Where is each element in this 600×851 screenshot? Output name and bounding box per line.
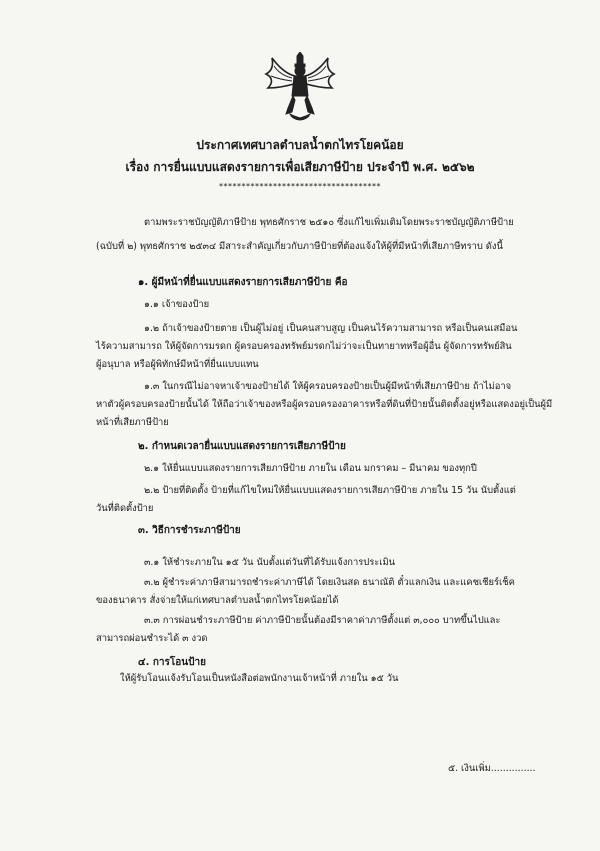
list-item: ๓.๑ ให้ชำระภายใน ๑๕ วัน นับตั้งแต่วันที่ได้รับแจ้งการประเมิน [144,557,396,568]
list-item: ๑.๓ ในกรณีไม่อาจหาเจ้าของป้ายได้ ให้ผู้ครอบครองป้ายเป็นผู้มีหน้าที่เสียภาษีป้าย ถ้าไม่อาจ [144,381,512,392]
list-item: ๑.๑ เจ้าของป้าย [144,299,210,310]
section-heading: ๔. การโอนป้าย [138,657,206,668]
list-item-continuation: ไร้ความสามารถ ให้ผู้จัดการมรดก ผู้ครอบครองทรัพย์มรดกไม่ว่าจะเป็นทายาทหรือผู้อื่น ผู้จัดการทรัพย์สิน [96,341,512,352]
garuda-emblem-icon [264,52,336,124]
list-item-continuation: หน้าที่เสียภาษีป้าย [96,417,169,428]
continuation-marker: ๕. เงินเพิ่ม............... [448,763,536,774]
list-item: ๑.๒ ถ้าเจ้าของป้ายตาย เป็นผู้ไม่อยู่ เป็นคนสาบสูญ เป็นคนไร้ความสามารถ หรือเป็นคนเสมือน [144,323,518,334]
intro-line: ตามพระราชบัญญัติภาษีป้าย พุทธศักราช ๒๕๑๐ ซึ่งแก้ไขเพิ่มเติมโดยพระราชบัญญัติภาษีป้าย [144,217,514,228]
section-heading: ๒. กำหนดเวลายื่นแบบแสดงรายการเสียภาษีป้าย [138,441,346,452]
list-item-continuation: ผู้อนุบาล หรือผู้พิทักษ์มีหน้าที่ยื่นแบบแทน [96,359,259,370]
list-item: ๓.๓ การผ่อนชำระภาษีป้าย ค่าภาษีป้ายนั้นต้องมีราคาค่าภาษีตั้งแต่ ๓,๐๐๐ บาทขึ้นไปและ [144,615,501,626]
list-item: ให้ผู้รับโอนแจ้งรับโอนเป็นหนังสือต่อพนักงานเจ้าหน้าที่ ภายใน ๑๕ วัน [120,673,399,684]
list-item-continuation: สามารถผ่อนชำระได้ ๓ งวด [96,633,208,644]
list-item: ๓.๒ ผู้ชำระค่าภาษีสามารถชำระค่าภาษีได้ โดยเงินสด ธนาณัติ ตั๋วแลกเงิน และแคชเชียร์เช็ค [144,577,515,588]
section-heading: ๑. ผู้มีหน้าที่ยื่นแบบแสดงรายการเสียภาษีป้าย คือ [138,277,348,288]
document-subject: เรื่อง การยื่นแบบแสดงรายการเพื่อเสียภาษีป้าย ประจำปี พ.ศ. ๒๕๖๒ [125,160,475,174]
intro-line: (ฉบับที่ ๒) พุทธศักราช ๒๕๓๔ มีสาระสำคัญเกี่ยวกับภาษีป้ายที่ต้องแจ้งให้ผู้ที่มีหน้าที่เสียภาษีทราบ ดังนี้ [96,241,503,252]
document-title: ประกาศเทศบาลตำบลน้ำตกไทรโยคน้อย [196,138,404,152]
list-item: ๒.๑ ให้ยื่นแบบแสดงรายการเสียภาษีป้าย ภายใน เดือน มกราคม – มีนาคม ของทุกปี [144,463,477,474]
section-heading: ๓. วิธีการชำระภาษีป้าย [138,525,241,536]
list-item-continuation: วันที่ติดตั้งป้าย [96,503,154,514]
list-item-continuation: หาตัวผู้ครอบครองป้ายนั้นได้ ให้ถือว่าเจ้าของหรือผู้ครอบครองอาคารหรือที่ดินที่ป้ายนั้นติดตั้งอยู่หรือแสดงอยู่เป็นผู้มี [96,399,553,410]
list-item: ๒.๒ ป้ายที่ติดตั้ง ป้ายที่แก้ไขใหม่ให้ยื่นแบบแสดงรายการเสียภาษีป้าย ภายใน 15 วัน นับตั้งแต่ [144,485,516,496]
list-item-continuation: ของธนาคาร สั่งจ่ายให้แก่เทศบาลตำบลน้ำตกไทรโยคน้อยได้ [96,595,339,606]
divider-stars: ************************************ [219,182,381,191]
